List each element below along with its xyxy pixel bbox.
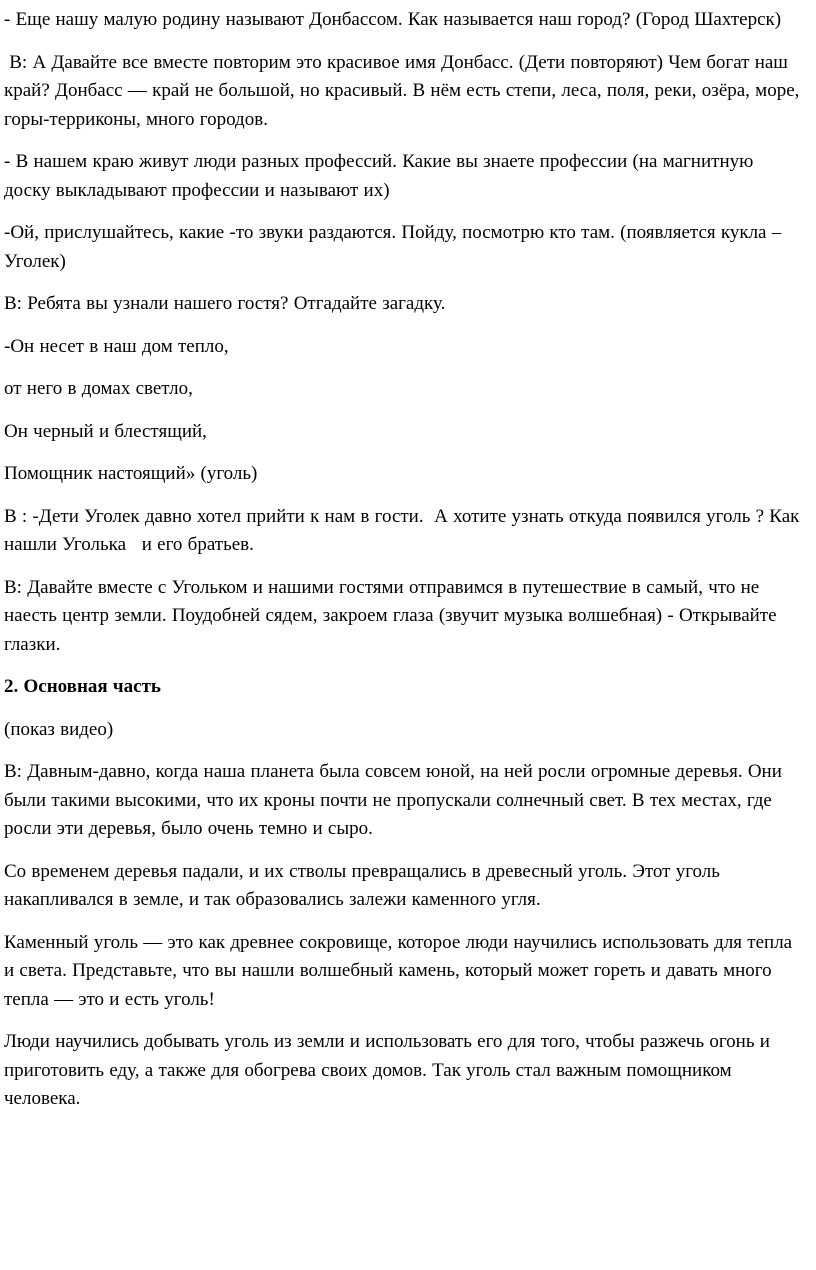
paragraph: В: Ребята вы узнали нашего гостя? Отгадайте загадку.: [4, 293, 446, 314]
paragraph: Со временем деревья падали, и их стволы превращались в древесный уголь. Этот уголь накапливался в земле, и так образовались залежи каменного угля.: [4, 860, 726, 910]
section-heading: 2. Основная часть: [4, 676, 161, 697]
paragraph: -Он несет в наш дом тепло,: [4, 335, 229, 357]
paragraph: от него в домах светло,: [4, 378, 193, 399]
paragraph: Каменный уголь — это как древнее сокровище, которое люди научились использовать для тепла и света. Представьте, что вы нашли волшебный камень, который может гореть и давать много тепла — это и есть уголь!: [4, 931, 798, 1010]
paragraph: В: Давайте вместе с Угольком и нашими гостями отправимся в путешествие в самый, что не наесть центр земли. Поудобней сядем, закроем глаза (звучит музыка волшебная) - Открывайте глазки.: [4, 576, 782, 655]
paragraph: - В нашем краю живут люди разных профессий. Какие вы знаете профессии (на магнитную доску выкладывают профессии и называют их): [4, 151, 759, 201]
paragraph: Люди научились добывать уголь из земли и использовать его для того, чтобы разжечь огонь и приготовить еду, а также для обогрева своих домов. Так уголь стал важным помощником человека.: [4, 1031, 776, 1109]
paragraph: В : -Дети Уголек давно хотел прийти к нам в гости. А хотите узнать откуда появился уголь ? Как нашли Уголька и его братьев.: [4, 505, 810, 555]
paragraph: Помощник настоящий» (уголь): [4, 463, 258, 484]
paragraph: - Еще нашу малую родину называют Донбассом. Как называется наш город? (Город Шахтерск): [4, 9, 782, 30]
paragraph: -Ой, прислушайтесь, какие -то звуки раздаются. Пойду, посмотрю кто там. (появляется кукла – Уголек): [4, 222, 787, 272]
paragraph: В: Давным-давно, когда наша планета была совсем юной, на ней росли огромные деревья. Они были такими высокими, что их кроны почти не пропускали солнечный свет. В тех местах, где росли эти деревья, было очень темно и сыро.: [4, 761, 788, 839]
paragraph: (показ видео): [4, 718, 114, 740]
paragraph: В: А Давайте все вместе повторим это красивое имя Донбасс. (Дети повторяют) Чем богат наш край? Донбасс — край не большой, но красивый. В нём есть степи, леса, поля, реки, озёра, море, горы-терриконы, много городов.: [4, 51, 805, 130]
paragraph: Он черный и блестящий,: [4, 420, 207, 442]
